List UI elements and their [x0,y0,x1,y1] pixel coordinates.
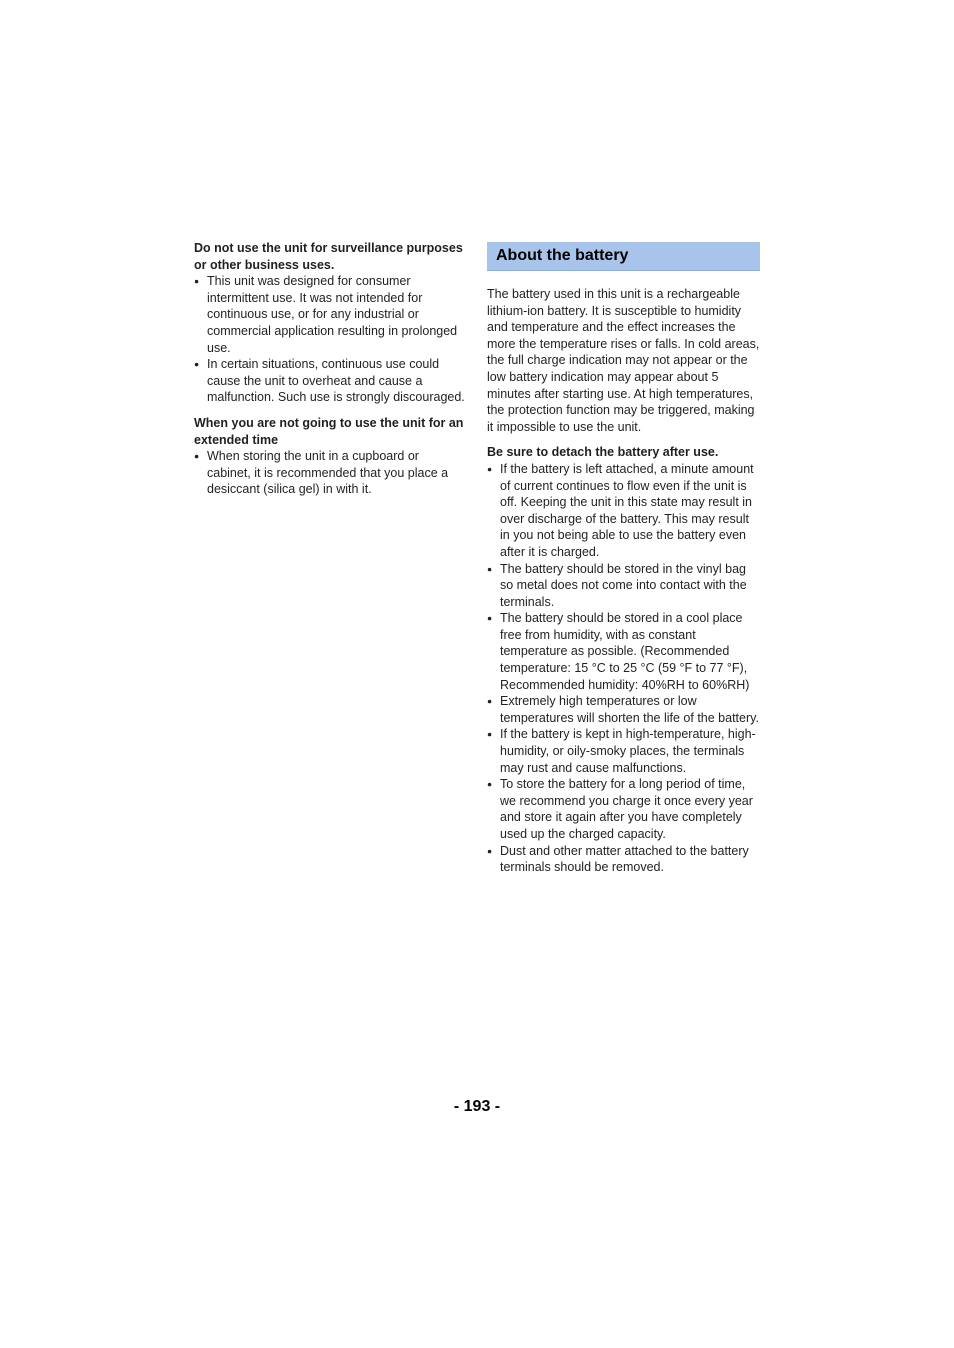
section-banner-title: About the battery [487,242,760,271]
bullet-item: ● This unit was designed for consumer intermittent use. It was not intended for continuous use, or for any industrial or commercial application resulting in prolonged use. [194,273,466,356]
bullet-item: ● Extremely high temperatures or low temperatures will shorten the life of the battery. [487,693,760,726]
bullet-item: ● To store the battery for a long period of time, we recommend you charge it once every year and store it again after you have completely used up the charged capacity. [487,776,760,842]
battery-bullet-list [487,461,760,876]
bullet-item: ● The battery should be stored in the vinyl bag so metal does not come into contact with the terminals. [487,561,760,611]
page-number: - 193 - [453,1098,501,1115]
bullet-item: ● The battery should be stored in a cool place free from humidity, with as constant temperature as possible. (Recommended temperature: 15 °C to 25 °C (59 °F to 77 °F), Recommended humidity: 40%RH to 60%RH) [487,610,760,693]
extended-time-heading: When you are not going to use the unit for an extended time [194,415,464,447]
bullet-item: ● In certain situations, continuous use could cause the unit to overheat and cause a malfunction. Such use is strongly discouraged. [194,356,466,406]
right-column [487,240,760,876]
left-column [194,240,466,498]
extended-time-bullet-list [194,448,466,498]
surveillance-heading: Do not use the unit for surveillance purposes or other business uses. [194,241,463,272]
bullet-item: ● When storing the unit in a cupboard or cabinet, it is recommended that you place a desiccant (silica gel) in with it. [194,448,466,498]
bullet-item: ● If the battery is kept in high-temperature, high-humidity, or oily-smoky places, the terminals may rust and cause malfunctions. [487,726,760,776]
surveillance-bullet-list [194,273,466,406]
bullet-item: ● Dust and other matter attached to the battery terminals should be removed. [487,843,760,876]
bullet-item: ● If the battery is left attached, a minute amount of current continues to flow even if the unit is off. Keeping the unit in this state may result in over discharge of the battery. This may result in you not being able to use the battery even after it is charged. [487,461,760,561]
detach-battery-heading: Be sure to detach the battery after use. [487,445,719,460]
battery-intro-paragraph: The battery used in this unit is a rechargeable lithium-ion battery. It is susceptible to humidity and temperature and the effect increases the more the temperature rises or falls. In cold areas, the full charge indication may not appear or the low battery indication may appear about 5 minutes after starting use. At high temperatures, the protection function may be triggered, making it impossible to use the unit. [487,287,760,434]
